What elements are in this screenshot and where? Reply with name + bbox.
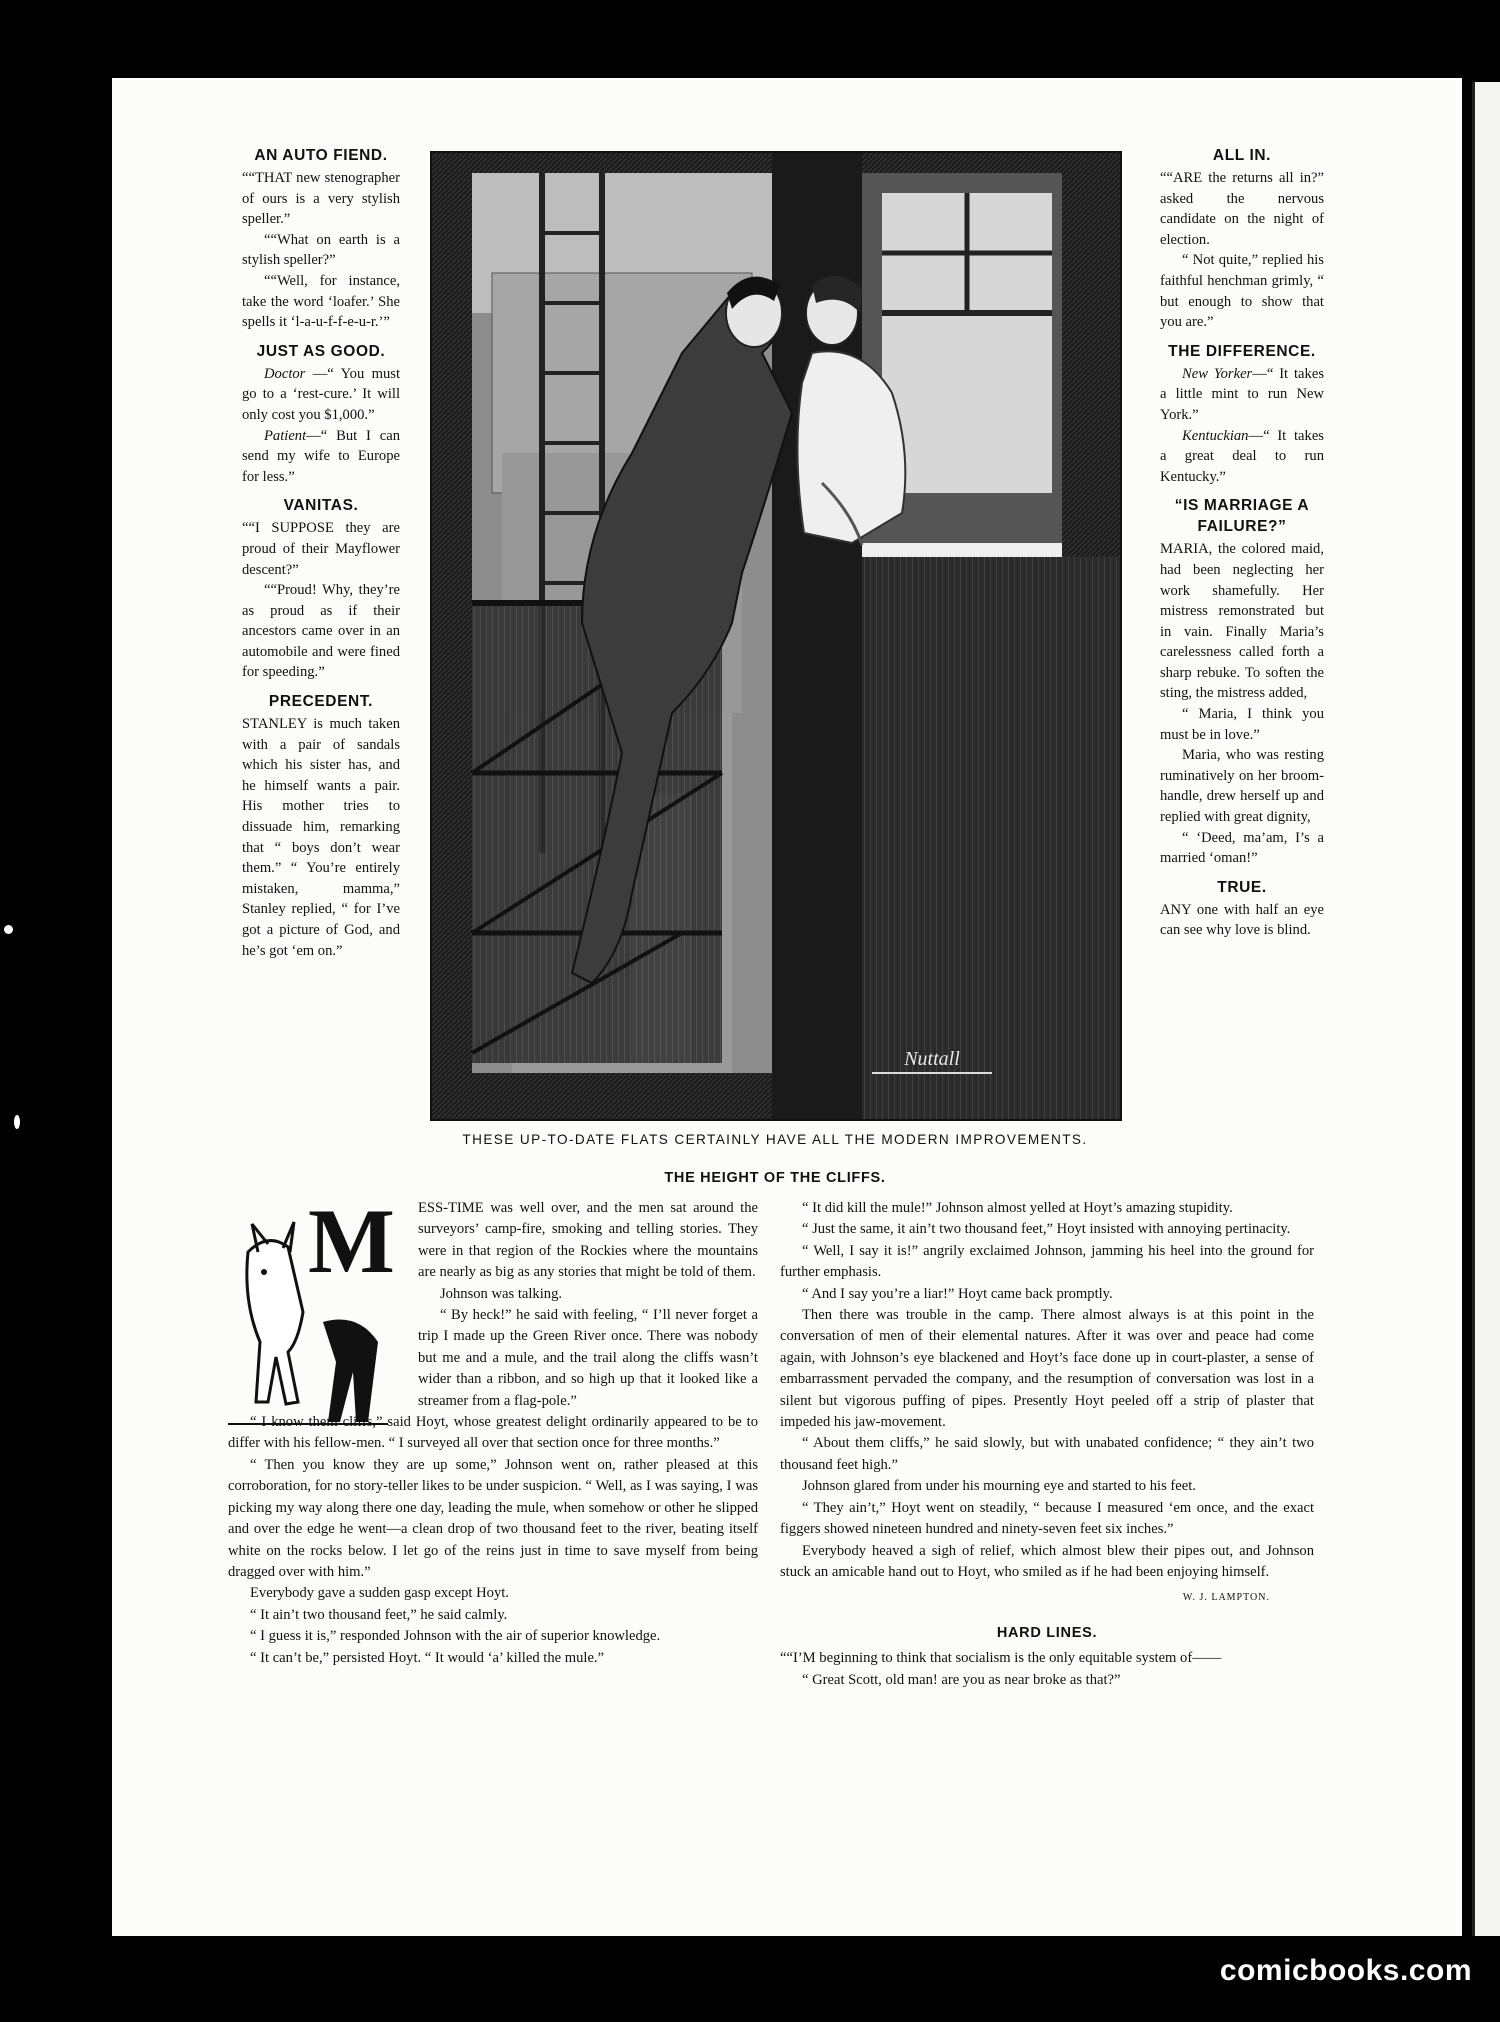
vanitas-text-1: ““I SUPPOSE they are proud of their Mayflower descent?” bbox=[242, 520, 400, 578]
hard-lines-text-2: “ Great Scott, old man! are you as near broke as that?” bbox=[802, 1671, 1121, 1688]
site-watermark: comicbooks.com bbox=[1219, 1954, 1472, 1987]
difference-line-1: —“ It takes a little mint to run New York.” bbox=[1160, 365, 1324, 423]
author-signature: W. J. LAMPTON. bbox=[1182, 1592, 1270, 1604]
story-left-paragraph: “ Then you know they are up some,” Johnson went on, rather pleased at this corroboration, for no story-teller likes to be under suspicion. “ Well, as I was saying, I was picking my way along there one day, leading the mule, when somehow or other he slipped and over the edge he went—a clean drop of two thousand feet to the river, beating itself white on the rocks below. I let go of the reins just in time to save myself from being dragged over with him.” bbox=[228, 1456, 758, 1580]
auto-fiend-text-2: ““What on earth is a stylish speller?” bbox=[242, 231, 400, 269]
story-left-column bbox=[228, 1198, 758, 1669]
story-title: THE HEIGHT OF THE CLIFFS. bbox=[664, 1170, 886, 1186]
story-right-column bbox=[780, 1198, 1314, 1691]
story-left-paragraph: “ I guess it is,” responded Johnson with the air of superior knowledge. bbox=[250, 1628, 661, 1645]
illustration-caption: THESE UP-TO-DATE FLATS CERTAINLY HAVE ALL THE MODERN IMPROVEMENTS. bbox=[462, 1132, 1088, 1147]
story-right-paragraph: Then there was trouble in the camp. There almost always is at this point in the conversation of men of their elemental natures. After it was over and peace had come again, with Johnson’s eye blackened and Hoyt’s face done up in court-plaster, a sense of embarrassment pervaded the company, and the resumption of conversation was lost in a silent but vigorous puffing of pipes. Presently Hoyt peeled off a strip of plaster that impeded his jaw-movement. bbox=[780, 1307, 1314, 1431]
illustration-drawing bbox=[432, 153, 1120, 1119]
just-as-good-line-1: —“ You must go to a ‘rest-cure.’ It will only cost you $1,000.” bbox=[242, 365, 400, 423]
heading-marriage-failure: “IS MARRIAGE A FAILURE?” bbox=[1174, 497, 1310, 536]
auto-fiend-text-3: ““Well, for instance, take the word ‘loafer.’ She spells it ‘l-a-u-f-f-e-u-r.’” bbox=[242, 272, 400, 331]
precedent-text: STANLEY is much taken with a pair of sandals which his sister has, and he himself wants a pair. His mother tries to dissuade him, remarking that “ boys don’t wear them.” “ You’re entirely mistaken, mamma,” Stanley replied, “ for I’ve got a picture of God, and he’s got ‘em on.” bbox=[242, 716, 400, 959]
story-right-paragraph: Johnson glared from under his mourning eye and started to his feet. bbox=[802, 1478, 1196, 1495]
difference-text-2 bbox=[1160, 426, 1324, 488]
all-in-text-1: ““ARE the returns all in?” asked the nervous candidate on the night of election. bbox=[1160, 170, 1324, 248]
story-drop-cap: M bbox=[308, 1192, 395, 1292]
just-as-good-text-1 bbox=[242, 364, 400, 426]
story-left-paragraph: Johnson was talking. bbox=[440, 1285, 563, 1302]
speaker-patient: Patient bbox=[264, 427, 307, 444]
marriage-text-4: “ ‘Deed, ma’am, I’s a married ‘oman!” bbox=[1160, 829, 1324, 867]
fire-escape-kiss-illustration bbox=[430, 151, 1122, 1121]
speaker-doctor: Doctor bbox=[264, 365, 306, 382]
story-right-paragraph: “ And I say you’re a liar!” Hoyt came back promptly. bbox=[802, 1285, 1113, 1302]
story-left-paragraph: “ It can’t be,” persisted Hoyt. “ It would ‘a’ killed the mule.” bbox=[250, 1649, 605, 1666]
just-as-good-text-2 bbox=[242, 426, 400, 488]
just-as-good-line-2: —“ But I can send my wife to Europe for less.” bbox=[242, 427, 400, 485]
difference-text-1 bbox=[1160, 364, 1324, 426]
marriage-text-3: Maria, who was resting ruminatively on her broom-handle, drew herself up and replied with great dignity, bbox=[1160, 747, 1324, 826]
story-left-paragraph: Everybody gave a sudden gasp except Hoyt. bbox=[250, 1585, 509, 1602]
heading-the-difference: THE DIFFERENCE. bbox=[1168, 342, 1316, 360]
scan-speck bbox=[14, 1115, 20, 1129]
difference-line-2: —“ It takes a great deal to run Kentucky.” bbox=[1160, 427, 1324, 485]
story-right-paragraph: “ About them cliffs,” he said slowly, but with unabated confidence; “ they ain’t two thousand feet high.” bbox=[780, 1435, 1314, 1473]
heading-all-in: ALL IN. bbox=[1212, 147, 1272, 164]
vanitas-text-2: ““Proud! Why, they’re as proud as if their ancestors came over in an automobile and were fined for speeding.” bbox=[242, 582, 400, 681]
hard-lines-text-1: ““I’M beginning to think that socialism is the only equitable system of—— bbox=[780, 1650, 1222, 1667]
heading-auto-fiend: AN AUTO FIEND. bbox=[254, 147, 388, 164]
hard-lines-title: HARD LINES. bbox=[996, 1624, 1098, 1641]
illustrator-signature: Nuttall bbox=[904, 1048, 960, 1070]
story-right-paragraph: “ Well, I say it is!” angrily exclaimed Johnson, jamming his heel into the ground for further emphasis. bbox=[780, 1242, 1314, 1281]
story-left-paragraph: ESS-TIME was well over, and the men sat around the surveyors’ camp-fire, smoking and telling stories. They were in that region of the Rockies where the mountains are nearly as big as any stories that might be told of them. bbox=[418, 1200, 758, 1281]
speaker-kentuckian: Kentuckian bbox=[1182, 427, 1249, 444]
story-left-paragraph: “ I know them cliffs,” said Hoyt, whose greatest delight ordinarily appeared to be to differ with his fellow-men. “ I surveyed all over that section once for three months.” bbox=[228, 1414, 758, 1452]
all-in-text-2: “ Not quite,” replied his faithful henchman grimly, “ but enough to show that you are.” bbox=[1160, 252, 1324, 331]
story-right-paragraph: “ Just the same, it ain’t two thousand feet,” Hoyt insisted with annoying pertinacity. bbox=[802, 1221, 1291, 1238]
story-signature-row bbox=[780, 1583, 1314, 1608]
speaker-new-yorker: New Yorker bbox=[1182, 365, 1253, 382]
marriage-text-1: MARIA, the colored maid, had been neglecting her work shamefully. Her mistress remonstrated but in vain. Finally Maria’s carelessness called forth a sharp rebuke. To soften the sting, the mistress added, bbox=[1160, 541, 1324, 702]
story-left-paragraph: “ It ain’t two thousand feet,” he said calmly. bbox=[250, 1606, 508, 1623]
heading-just-as-good: JUST AS GOOD. bbox=[256, 342, 386, 360]
heading-true: TRUE. bbox=[1217, 878, 1267, 896]
marriage-text-2: “ Maria, I think you must be in love.” bbox=[1160, 706, 1324, 743]
heading-precedent: PRECEDENT. bbox=[268, 693, 374, 711]
story-left-paragraph: “ By heck!” he said with feeling, “ I’ll never forget a trip I made up the Green River once. There was nobody but me and a mule, and the trail along the cliffs wasn’t wider than a ribbon, and so high up that it looked like a streamer from a flag-pole.” bbox=[418, 1307, 758, 1409]
story-right-paragraph: “ It did kill the mule!” Johnson almost yelled at Hoyt’s amazing stupidity. bbox=[802, 1200, 1233, 1216]
true-text: ANY one with half an eye can see why love is blind. bbox=[1160, 901, 1324, 939]
scan-speck bbox=[4, 925, 13, 934]
story-right-paragraph: “ They ain’t,” Hoyt went on steadily, “ because I measured ‘em once, and the exact figgers showed nineteen hundred and ninety-seven feet six inches.” bbox=[780, 1499, 1314, 1538]
right-column bbox=[1160, 145, 1324, 941]
heading-vanitas: VANITAS. bbox=[283, 497, 359, 515]
left-column bbox=[242, 145, 400, 961]
story-right-paragraph: Everybody heaved a sigh of relief, which almost blew their pipes out, and Johnson stuck an amicable hand out to Hoyt, who smiled as if he had been enjoying himself. bbox=[780, 1542, 1314, 1580]
auto-fiend-text-1: ““THAT new stenographer of ours is a very stylish speller.” bbox=[242, 170, 400, 228]
adjacent-page-edge bbox=[1472, 82, 1500, 1936]
